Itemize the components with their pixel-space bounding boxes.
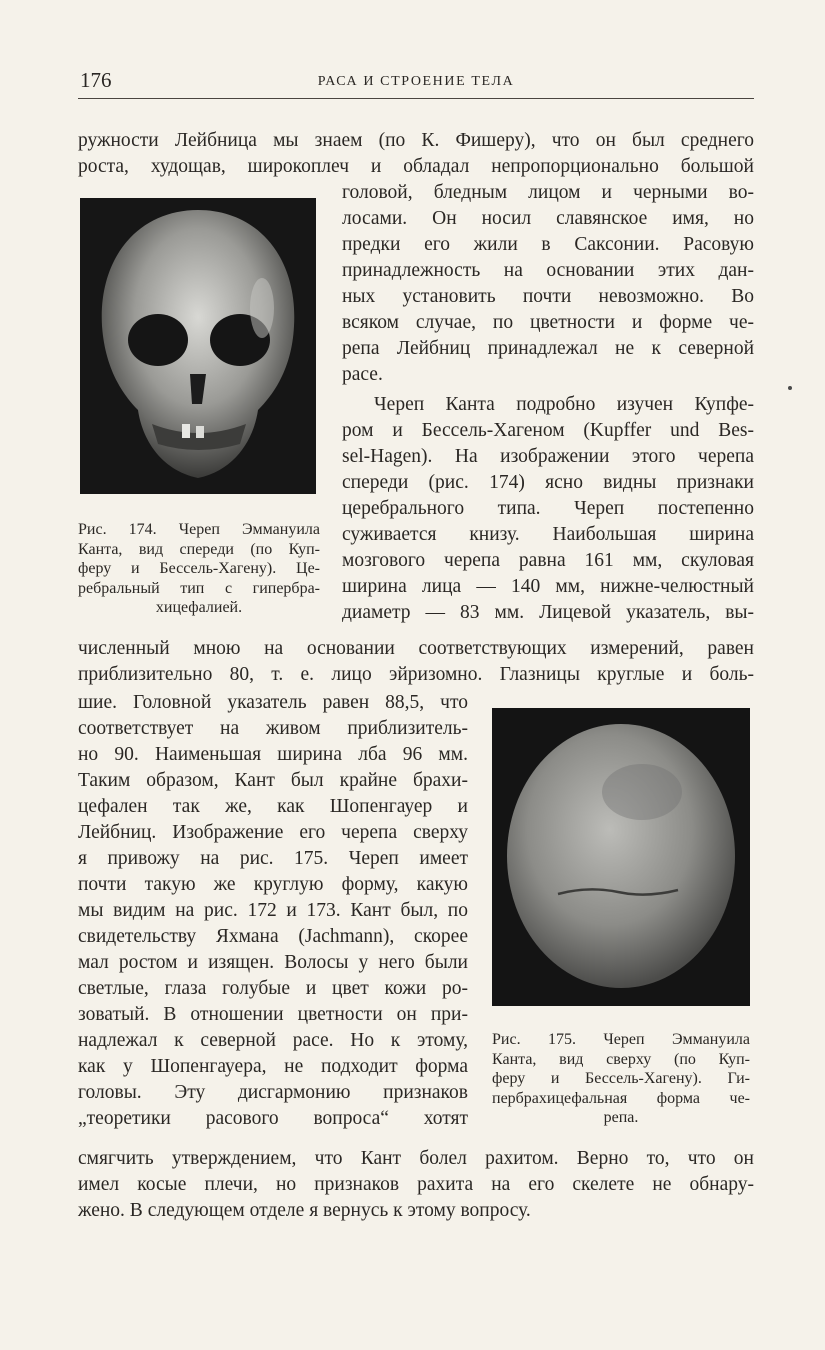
text-line: головой, бледным лицом и черными во- — [342, 182, 754, 203]
running-title: РАСА И СТРОЕНИЕ ТЕЛА — [317, 74, 515, 89]
text-line: как у Шопенгауера, не подходит форма — [78, 1056, 468, 1077]
running-head — [78, 64, 754, 98]
text-line: численный мною на основании соответствующих измерений, равен — [78, 638, 754, 659]
text-line: но 90. Наименьшая ширина лба 96 мм. — [78, 744, 468, 765]
caption-line: пербрахицефальная форма че- — [492, 1089, 750, 1107]
text-line: Череп Канта подробно изучен Купфе- — [374, 394, 754, 415]
text-line: шие. Головной указатель равен 88,5, что — [78, 692, 468, 713]
text-line: смягчить утверждением, что Кант болел рахитом. Верно то, что он — [78, 1148, 754, 1169]
text-line: Лейбниц. Изображение его черепа сверху — [78, 822, 468, 843]
caption-line: феру и Бессель-Хагену). Це- — [78, 560, 320, 577]
text-line: роста, худощав, широкоплеч и обладал непропорционально большой — [78, 156, 754, 177]
text-line: имел косые плечи, но признаков рахита на его скелете не обнару- — [78, 1174, 754, 1195]
text-line: я привожу на рис. 175. Череп имеет — [78, 848, 468, 869]
text-line: всяком случае, по цветности и форме че- — [342, 312, 754, 333]
text-line: ром и Бессель-Хагеном (Kupffer und Bes- — [342, 420, 754, 441]
text-line: лосами. Он носил славянское имя, но — [342, 208, 754, 229]
text-line: принадлежность на основании этих дан- — [342, 260, 754, 281]
text-line: головы. Эту дисгармонию признаков — [78, 1082, 468, 1103]
text-line: расе. — [342, 364, 383, 385]
caption-line: хицефалией. — [155, 599, 243, 616]
text-line: надлежал к северной расе. Но к этому, — [78, 1030, 468, 1051]
skull-top-photo-icon — [492, 708, 750, 1006]
text-line: мал ростом и изящен. Волосы у него были — [78, 952, 468, 973]
text-line: ружности Лейбница мы знаем (по К. Фишеру), что он был среднего — [78, 130, 754, 151]
text-line: ширина лица — 140 мм, нижне-челюстный — [342, 576, 754, 597]
text-line: диаметр — 83 мм. Лицевой указатель, вы- — [342, 602, 754, 623]
text-line: церебрального типа. Череп постепенно — [342, 498, 754, 519]
caption-line: репа. — [603, 1109, 639, 1126]
text-line: зоватый. В отношении цветности он при- — [78, 1004, 468, 1025]
text-line: sel-Hagen). На изображении этого черепа — [342, 446, 754, 467]
text-line: репа Лейбниц принадлежал не к северной — [342, 338, 754, 359]
caption-line: Рис. 174. Череп Эммануила — [78, 521, 320, 538]
text-line: Таким образом, Кант был крайне брахи- — [78, 770, 468, 791]
text-line: предки его жили в Саксонии. Расовую — [342, 234, 754, 255]
text-line: светлые, глаза голубые и цвет кожи ро- — [78, 978, 468, 999]
caption-line: Рис. 175. Череп Эммануила — [492, 1031, 750, 1048]
header-rule — [78, 98, 754, 99]
text-line: ных установить почти невозможно. Во — [342, 286, 754, 307]
text-line: суживается книзу. Наибольшая ширина — [342, 524, 754, 545]
text-line: спереди (рис. 174) ясно видны признаки — [342, 472, 754, 493]
text-line: мозгового черепа равна 161 мм, скуловая — [342, 550, 754, 571]
skull-front-photo-icon — [80, 198, 316, 494]
text-line: приблизительно 80, т. е. лицо эйризомно. Глазницы круглые и боль- — [78, 664, 754, 685]
figure-174-caption — [78, 520, 320, 618]
text-line: цефален так же, как Шопенгауер и — [78, 796, 468, 817]
caption-line: ребральный тип с гипербра- — [78, 579, 320, 597]
caption-line: Канта, вид спереди (по Куп- — [78, 540, 320, 558]
text-line: соответствует на живом приблизитель- — [78, 718, 468, 739]
caption-line: феру и Бессель-Хагену). Ги- — [492, 1070, 750, 1087]
figure-175-caption — [492, 1030, 750, 1128]
page-number: 176 — [80, 68, 112, 92]
paper-speck — [788, 386, 792, 390]
text-line: почти такую же круглую форму, какую — [78, 874, 468, 895]
text-line: свидетельству Яхмана (Jachmann), скорее — [78, 926, 468, 947]
text-line: „теоретики расового вопроса“ хотят — [78, 1108, 468, 1129]
text-line: мы видим на рис. 172 и 173. Кант был, по — [78, 900, 468, 921]
caption-line: Канта, вид сверху (по Куп- — [492, 1050, 750, 1068]
text-line: жено. В следующем отделе я вернусь к этому вопросу. — [78, 1200, 531, 1221]
